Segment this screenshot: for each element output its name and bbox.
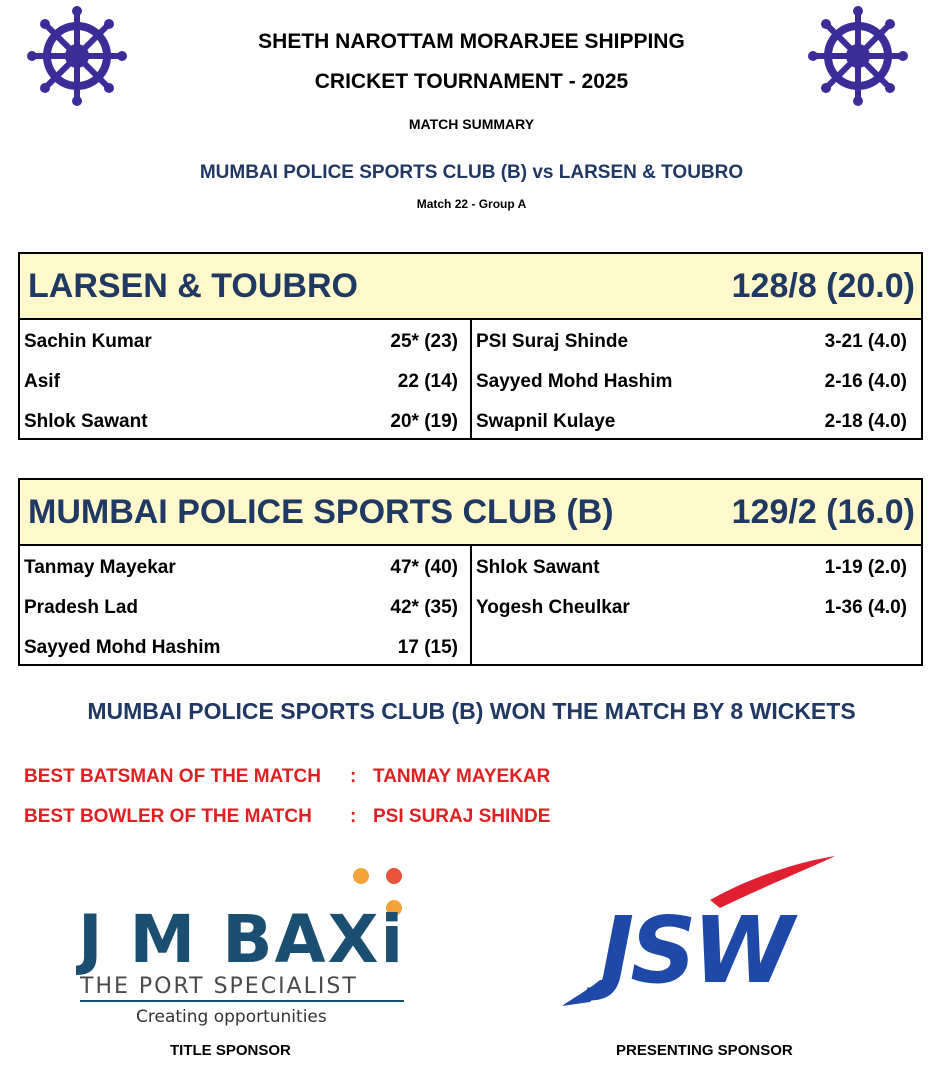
award-separator: : [350,766,357,787]
presenting-sponsor-label: PRESENTING SPONSOR [616,1042,793,1059]
bowling-column [472,320,921,438]
best-batsman-award [24,766,551,788]
bowling-row [472,548,921,588]
title-sponsor-label: TITLE SPONSOR [170,1042,291,1059]
batting-column [20,320,472,438]
bowling-row [472,322,921,362]
match-info: Match 22 - Group A [416,197,527,211]
batsman-name: Tanmay Mayekar [24,557,176,578]
bowling-row [472,588,921,628]
award-winner: PSI SURAJ SHINDE [373,806,551,827]
batting-row [20,322,470,362]
bowler-name: Swapnil Kulaye [476,411,616,432]
jm-baxi-logo [76,862,416,1032]
batting-row [20,628,470,668]
fixture-title: MUMBAI POLICE SPORTS CLUB (B) vs LARSEN & TOUBRO [199,162,744,183]
match-result: MUMBAI POLICE SPORTS CLUB (B) WON THE MATCH BY 8 WICKETS [87,698,856,724]
bowler-name: Shlok Sawant [476,557,600,578]
bowler-name: Sayyed Mohd Hashim [476,371,673,392]
batsman-name: Asif [24,371,60,392]
bowler-name: Yogesh Cheulkar [476,597,630,618]
bowler-figures: 2-16 (4.0) [824,371,907,392]
innings-card [18,478,923,666]
team-name: LARSEN & TOUBRO [28,266,358,305]
bowler-name: PSI Suraj Shinde [476,331,629,352]
batsman-score: 20* (19) [390,411,458,432]
innings-header [20,254,921,320]
batsman-score: 42* (35) [390,597,458,618]
innings-header [20,480,921,546]
batting-column [20,546,472,664]
batsman-name: Pradesh Lad [24,597,139,618]
innings-card [18,252,923,440]
batting-row [20,588,470,628]
logo-wordmark: JSW [600,897,790,1004]
jsw-logo [560,852,890,1012]
best-bowler-award [24,806,551,828]
tournament-subtitle: CRICKET TOURNAMENT - 2025 [314,70,629,93]
bowler-figures: 1-19 (2.0) [824,557,907,578]
bowling-column [472,546,921,664]
logo-tagline: THE PORT SPECIALIST [80,974,358,999]
bowler-figures: 1-36 (4.0) [824,597,907,618]
team-score: 128/8 (20.0) [731,266,915,305]
logo-slogan: Creating opportunities [136,1007,327,1027]
bowler-figures: 3-21 (4.0) [824,331,907,352]
team-name: MUMBAI POLICE SPORTS CLUB (B) [28,492,614,531]
tournament-title: SHETH NAROTTAM MORARJEE SHIPPING [258,30,685,53]
award-separator: : [350,806,357,827]
batsman-score: 17 (15) [397,637,458,658]
award-winner: TANMAY MAYEKAR [373,766,551,787]
logo-wordmark: J M BAXi [78,901,406,978]
award-label: BEST BATSMAN OF THE MATCH [24,766,321,787]
batsman-name: Shlok Sawant [24,411,148,432]
award-label: BEST BOWLER OF THE MATCH [24,806,312,827]
page-heading: MATCH SUMMARY [408,116,535,132]
bowling-row [472,362,921,402]
batsman-name: Sayyed Mohd Hashim [24,637,221,658]
batsman-score: 22 (14) [397,371,458,392]
batsman-score: 25* (23) [390,331,458,352]
batting-row [20,402,470,442]
batsman-name: Sachin Kumar [24,331,152,352]
batting-row [20,362,470,402]
batting-row [20,548,470,588]
batsman-score: 47* (40) [390,557,458,578]
team-score: 129/2 (16.0) [731,492,915,531]
bowler-figures: 2-18 (4.0) [824,411,907,432]
bowling-row [472,402,921,442]
